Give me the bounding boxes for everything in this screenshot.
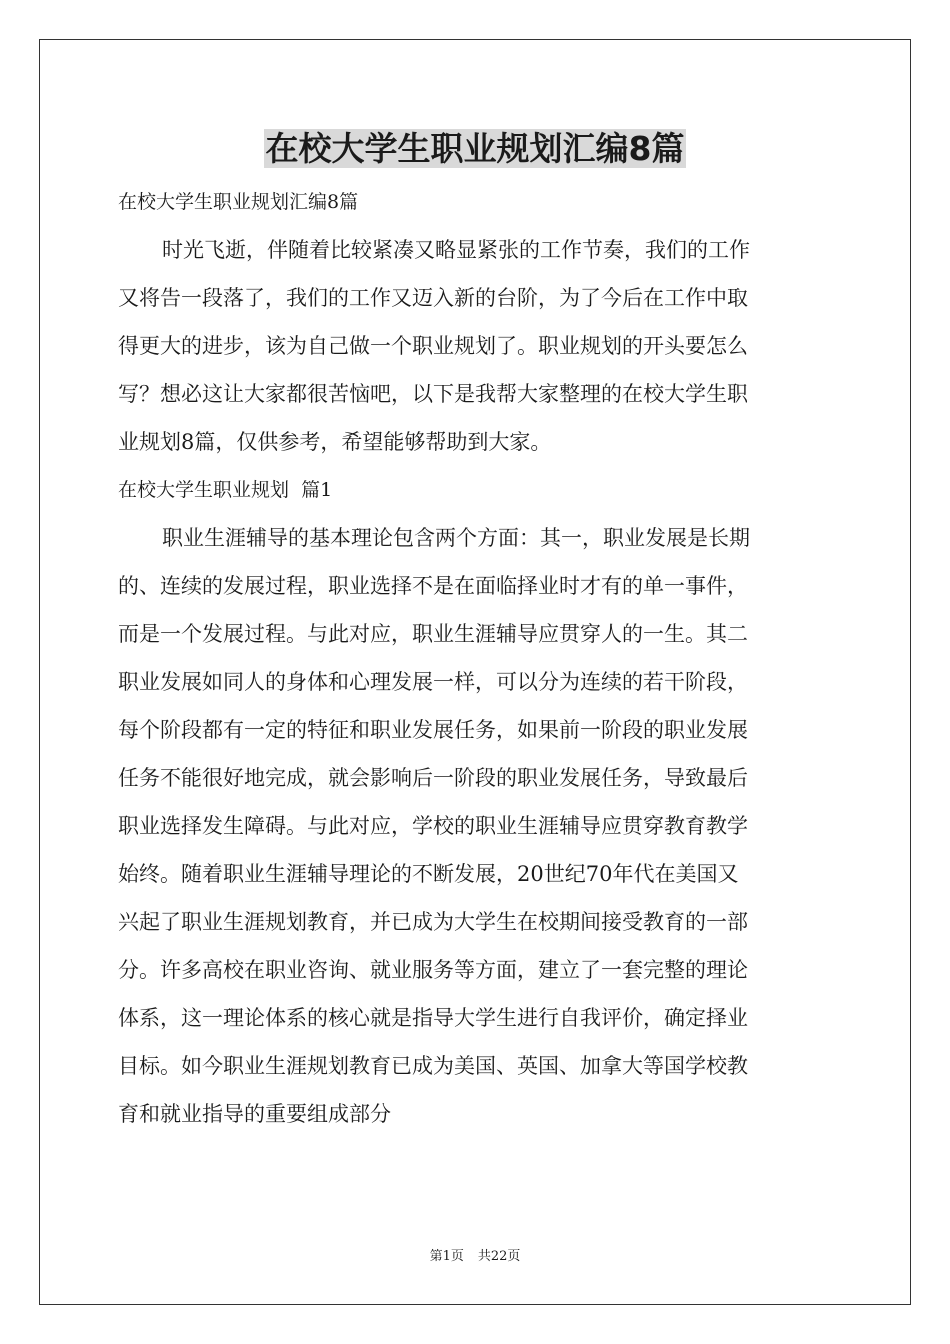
intro-paragraph bbox=[118, 226, 838, 466]
paragraph-line: 任务不能很好地完成，就会影响后一阶段的职业发展任务，导致最后 bbox=[118, 766, 748, 790]
paragraph-line: 体系，这一理论体系的核心就是指导大学生进行自我评价，确定择业 bbox=[118, 1006, 748, 1030]
paragraph-line: 分。许多高校在职业咨询、就业服务等方面，建立了一套完整的理论 bbox=[118, 958, 748, 982]
section-paragraph bbox=[118, 514, 838, 1138]
paragraph-line: 而是一个发展过程。与此对应，职业生涯辅导应贯穿人的一生。其二 bbox=[118, 622, 748, 646]
paragraph-line: 时光飞逝，伴随着比较紧凑又略显紧张的工作节奏，我们的工作 bbox=[162, 238, 750, 262]
paragraph-line: 职业选择发生障碍。与此对应，学校的职业生涯辅导应贯穿教育教学 bbox=[118, 814, 748, 838]
document-title-text: 在校大学生职业规划汇编8篇 bbox=[265, 129, 685, 168]
section-heading: 在校大学生职业规划 篇1 bbox=[118, 479, 333, 501]
page-footer bbox=[0, 1247, 950, 1267]
paragraph-line: 又将告一段落了，我们的工作又迈入新的台阶，为了今后在工作中取 bbox=[118, 286, 748, 310]
page-number: 第1页 bbox=[429, 1249, 464, 1264]
paragraph-line: 写？想必这让大家都很苦恼吧，以下是我帮大家整理的在校大学生职 bbox=[118, 382, 748, 406]
paragraph-line: 每个阶段都有一定的特征和职业发展任务，如果前一阶段的职业发展 bbox=[118, 718, 748, 742]
page-total: 共22页 bbox=[477, 1249, 521, 1264]
document-title bbox=[0, 124, 950, 174]
paragraph-line: 兴起了职业生涯规划教育，并已成为大学生在校期间接受教育的一部 bbox=[118, 910, 748, 934]
document-body bbox=[118, 178, 838, 1138]
paragraph-line: 的、连续的发展过程，职业选择不是在面临择业时才有的单一事件， bbox=[118, 574, 748, 598]
paragraph-line: 目标。如今职业生涯规划教育已成为美国、英国、加拿大等国学校教 bbox=[118, 1054, 748, 1078]
document-subtitle: 在校大学生职业规划汇编8篇 bbox=[118, 191, 359, 213]
paragraph-line: 职业发展如同人的身体和心理发展一样，可以分为连续的若干阶段， bbox=[118, 670, 748, 694]
paragraph-line: 业规划8篇，仅供参考，希望能够帮助到大家。 bbox=[118, 430, 552, 454]
paragraph-line: 育和就业指导的重要组成部分 bbox=[118, 1102, 391, 1126]
paragraph-line: 职业生涯辅导的基本理论包含两个方面：其一，职业发展是长期 bbox=[162, 526, 750, 550]
paragraph-line: 得更大的进步，该为自己做一个职业规划了。职业规划的开头要怎么 bbox=[118, 334, 748, 358]
paragraph-line: 始终。随着职业生涯辅导理论的不断发展，20世纪70年代在美国又 bbox=[118, 862, 739, 886]
